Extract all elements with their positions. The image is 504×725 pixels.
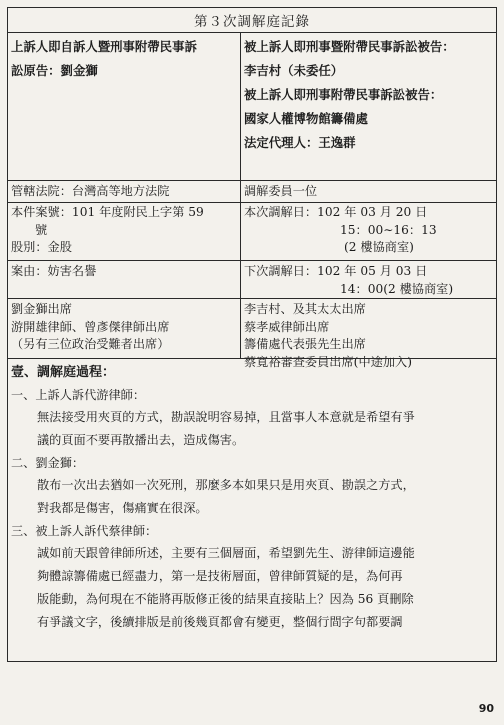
speaker-label: 三、被上訴人訴代蔡律師： [11,524,158,538]
appellee-line: 法定代理人：王逸群 [244,135,356,150]
attendance-line: 籌備處代表張先生出席 [244,337,366,351]
process-heading: 壹、調解庭過程： [11,365,116,380]
statement-line: 議的頁面不要再散播出去，造成傷害。 [37,433,245,447]
statement-line: 無法接受用夾頁的方式，勘誤說明容易掉，且當事人本意就是希望有爭 [37,410,415,424]
divider [8,180,496,181]
session-date-text: 本次調解日：102 年 03 月 20 日 [244,205,428,219]
appellee-line: 李吉村（未委任） [244,63,344,78]
mediator-cell [244,183,496,201]
appellant-cell [11,35,239,83]
session-room-text: (2 樓協商室) [344,240,414,254]
attendance-left-cell [11,301,239,354]
statement-line: 版能動，為何現在不能將再版修正後的結果直接貼上？因為 56 頁刪除 [37,592,414,606]
process-item [11,384,495,452]
appellee-cell [244,35,496,155]
divider [8,32,496,33]
court-text: 管轄法院：台灣高等地方法院 [11,184,170,198]
divider [8,202,496,203]
cause-cell [11,263,239,281]
attendance-line: 游開雄律師、曾彥傑律師出席 [11,319,170,334]
appellee-line: 被上訴人即刑事暨附帶民事訴訟被告： [244,39,455,54]
appellant-line: 上訴人即自訴人暨刑事附帶民事訴 [11,39,197,54]
page-number: 90 [478,702,494,715]
statement-line: 夠體諒籌備處已經盡力，第一是技術層面，曾律師質疑的是，為何再 [37,569,403,583]
attendance-line: 劉金獅出席 [11,302,72,316]
session-time-text: 15：00∼16：13 [340,222,437,237]
statement-line: 誠如前天跟曾律師所述，主要有三個層面，希望劉先生、游律師這邊能 [37,546,415,560]
division-text: 股別：金股 [11,240,72,254]
attendance-line: 蔡寬裕審查委員出席(中途加入) [244,354,412,369]
process-section [11,362,495,634]
case-number-text: 號 [35,222,48,237]
cause-text: 案由：妨害名譽 [11,264,97,278]
appellant-line: 訟原告：劉金獅 [11,63,98,78]
speaker-label: 二、劉金獅： [11,456,85,470]
appellee-line: 被上訴人即刑事附帶民事訴訟被告： [244,87,443,102]
session-date-cell [244,204,496,257]
next-session-cell [244,263,496,298]
process-item [11,452,495,520]
statement-line: 有爭議文字，後續排版是前後幾頁都會有變更，整個行間字句都要調 [37,615,403,629]
process-item [11,520,495,634]
next-session-date: 下次調解日：102 年 05 月 03 日 [244,264,428,278]
divider [8,260,496,261]
speaker-label: 一、上訴人訴代游律師： [11,388,146,402]
case-number-cell [11,204,239,257]
court-cell [11,183,239,201]
divider [8,298,496,299]
attendance-line: 李吉村、及其太太出席 [244,302,366,316]
attendance-line: 蔡孝威律師出席 [244,319,330,334]
statement-line: 散布一次出去猶如一次死刑，那麼多本如果只是用夾頁、勘誤之方式， [37,478,415,492]
mediator-text: 調解委員一位 [244,184,318,198]
statement-line: 對我都是傷害，傷痛實在很深。 [37,501,208,515]
next-session-time: 14：00(2 樓協商室) [340,281,454,296]
divider [8,358,496,359]
case-number-text: 本件案號：101 年度附民上字第 59 [11,205,204,219]
attendance-line: （另有三位政治受難者出席） [11,337,170,351]
attendance-right-cell [244,301,496,371]
appellee-line: 國家人權博物館籌備處 [244,111,368,126]
mediation-record-table [7,7,497,662]
column-divider [240,32,241,358]
record-title: 第３次調解庭記錄 [194,14,310,30]
